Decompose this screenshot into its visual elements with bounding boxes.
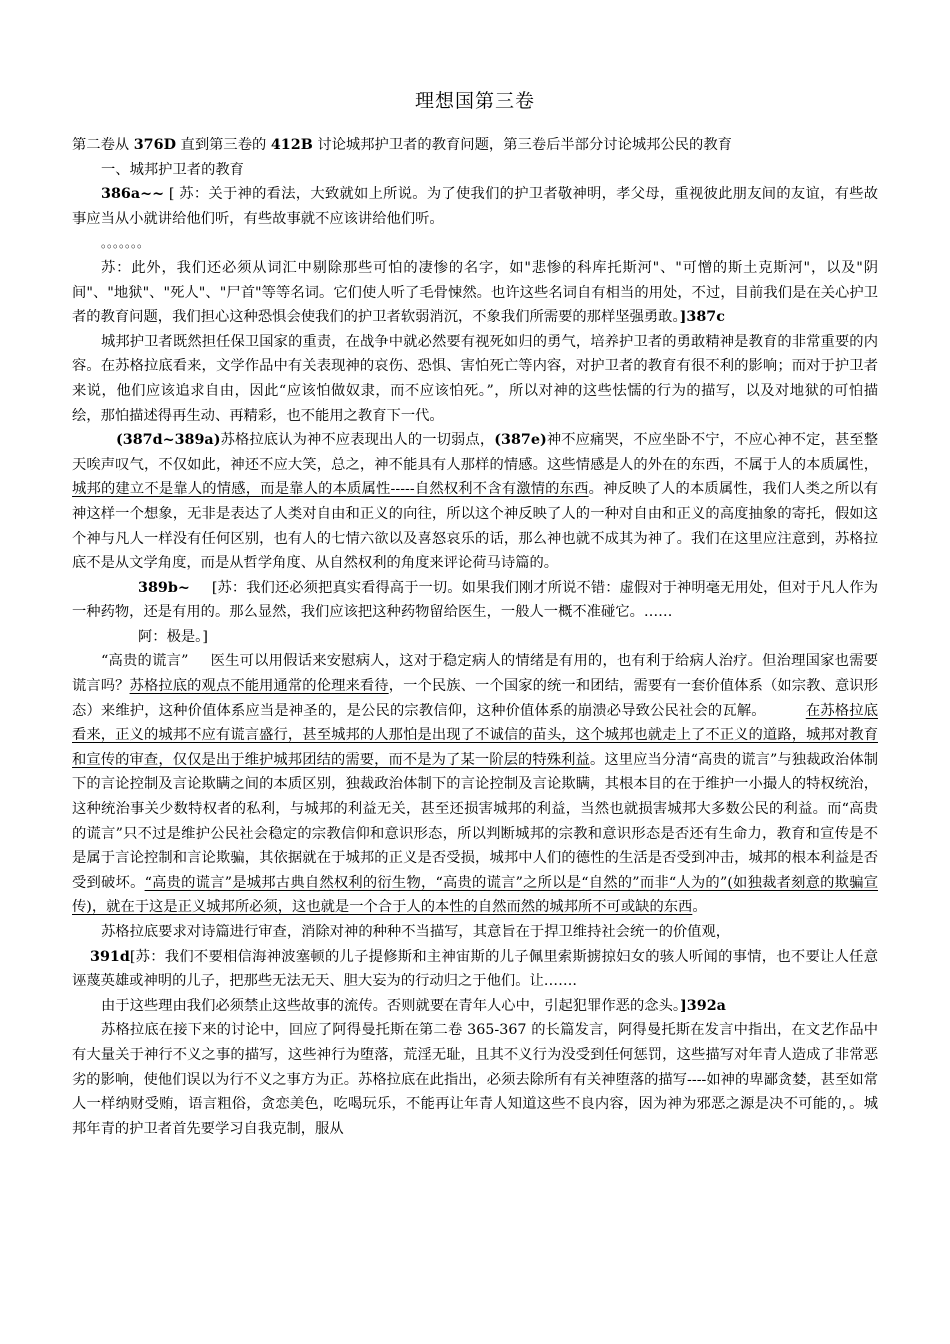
text: [ 苏：关于神的看法，大致就如上所说。为了使我们的护卫者敬神明，孝父母，重视彼此朋友间的友谊，有些故事应当从小就讲给他们听，有些故事就不应该讲给他们听。 bbox=[72, 186, 878, 227]
text: [苏：我们还必须把真实看得高于一切。如果我们刚才所说不错：虚假对于神明毫无用处，但对于凡人作为一种药物，还是有用的。那么显然，我们应该把这种药物留给医生，一般人一概不准碰它。…… bbox=[72, 579, 878, 621]
text: 。这里应当分清“高贵的谎言”与独裁政治体制下的言论控制及言论欺瞒之间的本质区别，独裁政治体制下的言论控制及言论欺瞒，其根本目的在于维护一小撮人的特权统治，这种统治事关少数特权者的私利，与城邦的利益无关，甚至还损害城邦的利益，当然也就损害城邦大多数公民的利益。而“高贵的谎言”只不过是维护公民社会稳定的宗教信仰和意识形态，所以判断城邦的宗教和意识形态是否还有生命力，教育和宣传是不是属于言论控制和言论欺骗，其依据就在于城邦的正义是否受损，城邦中人们的德性的生活是否受到冲击，城邦的根本利益是否受到破坏。 bbox=[72, 751, 878, 891]
text: 医生可以用假话来安慰病人，这对于稳定病人的情绪是有用的，也有利于给病人治疗。但治理国家也需要谎言吗？ bbox=[72, 653, 878, 695]
reference-label: 391d bbox=[90, 948, 130, 965]
underlined-text: 城邦的建立不是靠人的情感，而是靠人的本质属性-----自然权利不含有激情的东西 bbox=[72, 481, 589, 498]
ellipsis-dots: 。。。。。。。 bbox=[101, 236, 150, 251]
section-heading: 一、城邦护卫者的教育 bbox=[101, 161, 244, 178]
quote-paragraph-391d bbox=[72, 945, 878, 994]
reference-label: 386a~~ bbox=[101, 186, 165, 203]
quote-paragraph-386a bbox=[72, 182, 878, 231]
text: 苏格拉底认为神不应表现出人的一切弱点， bbox=[220, 432, 495, 449]
underlined-text: 在苏格拉底看来，正义的城邦不应有谎言盛行，甚至城邦的人那怕是出现了不诚信的苗头，这个城邦也就走上了不正义的道路，城邦对教育和宣传的审查，仅仅是出于维护城邦团结的需要，而不是为了某一阶层的特殊利益 bbox=[72, 702, 878, 768]
commentary-paragraph: 苏格拉底在接下来的讨论中，回应了阿得曼托斯在第二卷 365-367 的长篇发言，阿得曼托斯在发言中指出，在文艺作品中有大量关于神行不义之事的描写，这些神行为堕落，荒淫无耻，且其不义行为没受到任何惩罚，这些描写对年青人造成了非常恶劣的影响，使他们误以为行不义之事方为正。苏格拉底在此指出，必须去除所有有关神堕落的描写----如神的卑鄙贪婪，甚至如常人一样纳财受贿，语言粗俗，贪恋美色，吃喝玩乐，不能再让年青人知道这些不良内容，因为神为邪恶之源是决不可能的，。城邦年青的护卫者首先要学习自我克制，服从 bbox=[72, 1022, 878, 1137]
underlined-text: “高贵的谎言”是城邦古典自然权利的衍生物，“高贵的谎言”之所以是“自然的”而非“人为的”(如独裁者刻意的欺骗宣传)，就在于这是正义城邦所必须，这也就是一个合于人的本性的自然而然的城邦所不可或缺的东西 bbox=[72, 874, 879, 916]
text: 直到第三卷的 bbox=[175, 137, 271, 153]
underlined-text: 苏格拉底的观点不能用通常的伦理来看待 bbox=[129, 678, 389, 695]
commentary-paragraph-noble-lie bbox=[72, 649, 878, 920]
page-title: 理想国第三卷 bbox=[414, 90, 535, 112]
text: 神不应痛哭，不应坐卧不宁，不应心神不定，甚至整天唉声叹气，不仅如此，神还不应大笑，总之，神不能具有人那样的情感。这些情感是人的外在的东西，不属于人的本质属性， bbox=[72, 432, 879, 473]
commentary-paragraph: 苏格拉底要求对诗篇进行审查，消除对神的种种不当描写，其意旨在于捍卫维持社会统一的价值观， bbox=[101, 924, 731, 940]
bold-text: 412B bbox=[270, 137, 313, 153]
commentary-paragraph-387d bbox=[72, 428, 878, 576]
text: “高贵的谎言” bbox=[101, 653, 189, 670]
quote-paragraph-392a bbox=[72, 994, 878, 1019]
intro-paragraph bbox=[72, 133, 878, 158]
text: 由于这些理由我们必须禁止这些故事的流传。否则就要在青年人心中，引起犯罪作恶的念头。 bbox=[101, 997, 681, 1014]
text: 讨论城邦护卫者的教育问题，第三卷后半部分讨论城邦公民的教育 bbox=[312, 137, 732, 153]
reference-label: ]392a bbox=[680, 997, 726, 1014]
text: 。神反映了人的本质属性，我们人类之所以有神这样一个想象，无非是表达了人类对自由和正义的向往，所以这个神反映了人的一种对自由和正义的高度抽象的寄托，假如这个神与凡人一样没有任何区别，也有人的七情六欲以及喜怒哀乐的话，那么神也就不成其为神了。我们在这里应注意到，苏格拉底不是从文学角度，而是从哲学角度、从自然权利的角度来评论荷马诗篇的。 bbox=[72, 481, 878, 572]
commentary-paragraph: 城邦护卫者既然担任保卫国家的重责，在战争中就必然要有视死如归的勇气，培养护卫者的勇敢精神是教育的非常重要的内容。在苏格拉底看来，文学作品中有关表现神的哀伤、恐惧、害怕死亡等内容，对护卫者的教育有很不利的影响；而对于护卫者来说，他们应该追求自由，因此“应该怕做奴隶，而不应该怕死。”，所以对神的这些怯懦的行为的描写，以及对地狱的可怕描绘，那怕描述得再生动、再精彩，也不能用之教育下一代。 bbox=[72, 333, 878, 424]
document-page bbox=[72, 86, 878, 1141]
quote-reply: 阿：极是。] bbox=[138, 628, 208, 645]
reference-label: ]387c bbox=[679, 309, 725, 326]
reference-label: (387d~389a) bbox=[116, 432, 221, 449]
quote-paragraph-387c bbox=[72, 256, 878, 330]
text: 第二卷从 bbox=[72, 137, 134, 153]
text: [苏：我们不要相信海神波塞顿的儿子提修斯和主神宙斯的儿子佩里索斯掳掠妇女的骇人听闻的事情，也不要让人任意诬蔑英雄或神明的儿子，把那些无法无天、胆大妄为的行动归之于他们。让……. bbox=[72, 948, 878, 990]
quote-paragraph-389b bbox=[72, 576, 878, 625]
reference-label: 389b~ bbox=[138, 579, 190, 596]
text: 苏：此外，我们还必须从词汇中剔除那些可怕的凄惨的名字，如"悲惨的科库托斯河"、"可憎的斯土克斯河"，以及"阴间"、"地狱"、"死人"、"尸首"等等名词。它们使人听了毛骨悚然。也许这些名词自有相当的用处，不过，目前我们是在关心护卫者的教育问题，我们担心这种恐惧会使我们的护卫者软弱消沉，不象我们所需要的那样坚强勇敢。 bbox=[72, 259, 878, 326]
bold-text: 376D bbox=[133, 137, 176, 153]
reference-label: (387e) bbox=[494, 432, 547, 449]
text: 。 bbox=[692, 899, 707, 916]
text: ，一个民族、一个国家的统一和团结，需要有一套价值体系（如宗教、意识形态）来维护，这种价值体系应当是神圣的，是公民的宗教信仰，这种价值体系的崩溃必导致公民社会的瓦解。 bbox=[72, 678, 879, 719]
